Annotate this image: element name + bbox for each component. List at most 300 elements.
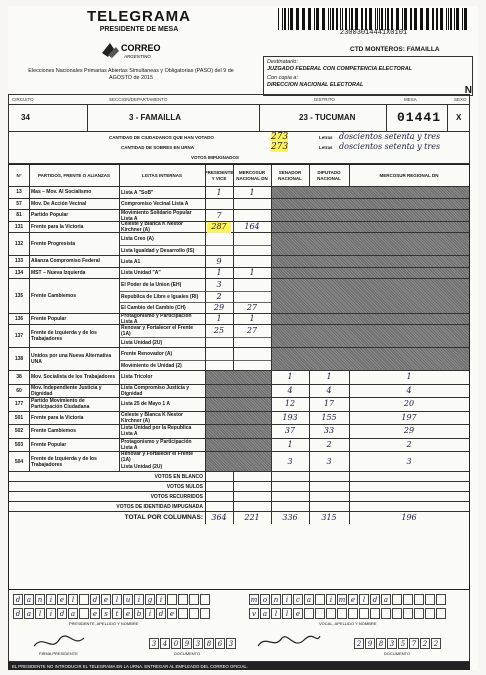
column-divider	[119, 233, 120, 255]
votaron-number: 273	[271, 132, 289, 142]
election-description: Elecciones Nacionales Primarias Abiertas Simultaneas y Obligatorias (PASO) del 9 de AGOSTO de 2015	[28, 68, 234, 81]
column-divider	[271, 412, 272, 425]
column-divider	[205, 502, 206, 511]
letter-box: l	[359, 594, 369, 605]
shaded-cells	[271, 256, 469, 267]
column-divider	[119, 452, 120, 471]
column-divider	[205, 233, 206, 255]
column-divider	[309, 371, 310, 384]
table-row	[9, 314, 469, 326]
mesa-value: 01441	[397, 110, 442, 125]
letter-box: e	[123, 608, 133, 619]
column-divider	[233, 210, 234, 221]
list-name: Protagonismo y Participación Lista A	[121, 438, 192, 451]
shaded-cells	[271, 348, 469, 370]
list-name: Lista Igualdad y Desarrollo (IS)	[121, 247, 195, 254]
letter-box: g	[145, 594, 155, 605]
mercosur-national-votes: 1	[249, 268, 255, 278]
column-divider	[205, 492, 206, 501]
letter-box: l	[282, 608, 292, 619]
column-divider	[309, 439, 310, 452]
party-name: Alianza Compromiso Federal	[31, 258, 100, 265]
party-name: Frente para la Victoria	[31, 414, 84, 421]
list-subrow	[119, 360, 271, 372]
president-name-label: PRESIDENTE, APELLIDO Y NOMBRE	[69, 621, 139, 626]
deputy-votes: 33	[323, 426, 335, 436]
column-divider	[349, 452, 350, 471]
mercosur-national-votes: 164	[244, 222, 260, 232]
letter-box: 8	[376, 638, 386, 649]
president-votes: 1	[216, 268, 222, 278]
column-divider	[309, 452, 310, 471]
letter-box: m	[250, 595, 258, 604]
list-name: El Cambio del Cambio (CH)	[121, 305, 186, 312]
party-name: Frente de Izquierda y de los Trabajadores	[31, 330, 97, 342]
letter-box: l	[112, 594, 122, 605]
letter-box: 3	[387, 638, 397, 649]
letter-box	[414, 594, 424, 605]
totals-label: VOTOS NULOS	[166, 483, 203, 490]
table-row	[9, 199, 469, 211]
mercosur-national-votes	[235, 246, 269, 257]
ctd-label: CTD MONTEROS: FAMAILLA	[350, 46, 440, 53]
column-divider	[271, 385, 272, 398]
party-number: 133	[14, 258, 24, 265]
letter-box	[337, 608, 347, 619]
column-divider	[205, 279, 206, 313]
table-row	[9, 348, 469, 371]
shaded-cells	[271, 199, 469, 210]
column-divider	[271, 314, 272, 325]
vocal-name-boxes	[249, 594, 447, 605]
column-divider	[205, 210, 206, 221]
column-divider	[349, 472, 350, 481]
column-divider	[233, 502, 234, 511]
column-divider	[29, 398, 30, 411]
shaded-cells	[205, 371, 271, 384]
column-divider	[309, 502, 310, 511]
form-title: TELEGRAMA	[87, 8, 191, 25]
column-divider	[271, 482, 272, 491]
column-divider	[205, 348, 206, 370]
party-number: 136	[14, 315, 24, 322]
column-divider	[205, 398, 206, 411]
mercosur-regional-votes: 2	[406, 439, 412, 449]
totals-row	[9, 482, 469, 492]
shaded-cells	[205, 425, 271, 438]
letter-box: i	[134, 594, 144, 605]
column-divider	[205, 268, 206, 279]
column-divider	[205, 256, 206, 267]
list-subrow	[119, 245, 271, 257]
column-divider	[233, 314, 234, 325]
seccion-label: SECCION/DEPARTAMENTO	[109, 97, 168, 102]
column-divider	[349, 412, 350, 425]
list-name: Lista Unidad (2U)	[121, 339, 163, 346]
letter-box: b	[134, 608, 144, 619]
president-votes: 1	[216, 187, 222, 197]
column-divider	[29, 439, 30, 452]
party-number: 501	[14, 414, 24, 421]
letter-box	[425, 608, 435, 619]
president-votes: 25	[213, 325, 225, 335]
destinatario-box	[263, 56, 473, 96]
table-row	[9, 187, 469, 199]
column-divider	[29, 325, 30, 347]
letter-box	[315, 608, 325, 619]
column-divider	[119, 371, 120, 384]
party-name: Frente Cambiemos	[31, 292, 77, 299]
circuito-label: CIRCUITO	[12, 97, 34, 102]
list-name: Lista A "SoB"	[121, 189, 154, 196]
mercosur-national-votes	[235, 348, 269, 360]
column-divider	[205, 165, 206, 186]
circuito-value: 34	[21, 113, 30, 122]
column-divider	[205, 371, 206, 384]
letter-box: i	[282, 594, 292, 605]
party-number: 38	[16, 374, 22, 381]
column-divider	[205, 314, 206, 325]
votaron-label: CANTIDAD DE CIUDADANOS QUE HAN VOTADO	[109, 135, 214, 140]
letter-box: n	[271, 594, 281, 605]
column-divider	[29, 371, 30, 384]
column-divider	[271, 512, 272, 524]
letter-box: d	[156, 608, 166, 619]
letter-box	[326, 608, 336, 619]
letter-box: i	[156, 594, 166, 605]
column-divider	[233, 348, 234, 370]
list-name: Lista Unidad (2U)	[121, 463, 163, 470]
footer-instruction: EL PRESIDENTE NO INTRODUCIR EL TELEGRAMA EN LA URNA. ENTREGAR AL EMPLEADO DEL CORREO OFICIAL.	[8, 662, 470, 670]
letter-box: i	[326, 594, 336, 605]
letter-box	[392, 594, 402, 605]
letter-box	[370, 608, 380, 619]
table-row	[9, 256, 469, 268]
column-divider	[271, 325, 272, 347]
column-divider	[309, 165, 310, 186]
letter-box	[200, 608, 210, 619]
list-name: Lista Unidad por la Republica Lista A	[121, 425, 192, 438]
letter-box: d	[370, 594, 380, 605]
list-name: Republica de Libre e Iguales (RI)	[121, 293, 199, 300]
column-divider	[233, 187, 234, 198]
letter-box	[359, 608, 369, 619]
letter-box: d	[90, 594, 100, 605]
correo-logo-icon	[100, 39, 160, 61]
letter-box: l	[35, 608, 45, 619]
letter-box: 9	[182, 638, 192, 649]
column-divider	[233, 325, 234, 347]
letter-box	[79, 594, 89, 605]
total-label: TOTAL POR COLUMNAS:	[124, 514, 203, 521]
letter-box: a	[260, 608, 270, 619]
column-divider	[271, 210, 272, 221]
column-divider	[309, 492, 310, 501]
column-divider	[119, 268, 120, 279]
letter-box	[189, 608, 199, 619]
letter-box	[167, 594, 177, 605]
president-votes	[207, 338, 231, 349]
column-header-senador: SENADOR NACIONAL	[278, 169, 302, 181]
column-divider	[233, 492, 234, 501]
total-dip: 315	[321, 513, 337, 522]
shaded-cells	[271, 314, 469, 325]
deputy-votes: 2	[326, 439, 332, 449]
column-divider	[349, 492, 350, 501]
column-divider	[349, 425, 350, 438]
list-name: Lista Compromiso Justicia y Dignidad	[121, 384, 190, 397]
shaded-cells	[205, 439, 271, 452]
senator-votes: 1	[287, 439, 293, 449]
column-divider	[233, 482, 234, 491]
total-sen: 336	[282, 513, 298, 522]
shaded-cells	[205, 452, 271, 471]
column-divider	[205, 512, 206, 524]
party-number: 132	[14, 241, 24, 247]
votaron-letras: doscientos setenta y tres	[339, 132, 441, 141]
letter-box	[414, 608, 424, 619]
column-divider	[349, 385, 350, 398]
column-divider	[349, 371, 350, 384]
mercosur-national-votes	[235, 361, 269, 372]
party-name: MST – Nueva Izquierda	[31, 269, 86, 276]
column-divider	[205, 222, 206, 233]
column-divider	[205, 452, 206, 471]
column-divider	[29, 314, 30, 325]
svg-text:ARGENTINO: ARGENTINO	[124, 54, 151, 59]
shaded-cells	[271, 268, 469, 279]
list-subrow	[119, 337, 271, 349]
column-divider	[309, 412, 310, 425]
letter-box: a	[381, 594, 391, 605]
column-divider	[119, 279, 120, 313]
mesa-label: MESA	[404, 97, 417, 102]
letter-box: 3	[193, 638, 203, 649]
column-divider	[29, 233, 30, 255]
mercosur-regional-votes: 29	[403, 426, 415, 436]
party-name: Frente Popular	[31, 315, 67, 322]
barcode-number: 23003014441X0101	[339, 29, 408, 37]
column-divider	[119, 256, 120, 267]
list-name: Celeste y Blanca K Nestor Kirchner (A)	[121, 411, 183, 424]
sobres-label: CANTIDAD DE SOBRES EN URNA	[121, 145, 195, 150]
letter-box: m	[338, 595, 346, 604]
president-votes	[207, 348, 231, 360]
table-row	[9, 325, 469, 348]
letter-box: a	[68, 608, 78, 619]
letter-box: u	[123, 594, 133, 605]
column-divider	[205, 472, 206, 481]
column-divider	[29, 348, 30, 370]
table-row	[9, 210, 469, 222]
list-name: Lista 25 de Mayo 1 A	[121, 401, 170, 408]
letter-box	[200, 594, 210, 605]
column-header-mercosur_reg: MERCOSUR REGIONAL DN	[379, 172, 439, 178]
column-divider	[29, 385, 30, 398]
total-row	[9, 512, 469, 524]
mercosur-national-votes	[235, 256, 269, 268]
column-divider	[205, 385, 206, 398]
letter-box: e	[101, 594, 111, 605]
president-votes: 287	[207, 222, 231, 234]
column-divider	[271, 348, 272, 370]
list-name: Lista A1	[121, 258, 141, 265]
column-divider	[309, 398, 310, 411]
mercosur-regional-votes: 3	[406, 456, 412, 466]
list-name: Lista Unidad "A"	[121, 270, 161, 277]
letter-box	[315, 594, 325, 605]
column-divider	[205, 482, 206, 491]
column-divider	[119, 165, 120, 186]
column-divider	[233, 268, 234, 279]
column-divider	[119, 348, 120, 370]
party-number: 177	[14, 401, 24, 408]
svg-text:CORREO: CORREO	[121, 43, 161, 53]
destinatario-label: Destinatario:	[267, 59, 298, 65]
letter-box: c	[293, 594, 303, 605]
column-divider	[271, 268, 272, 279]
table-row	[9, 385, 469, 399]
table-row	[9, 222, 469, 234]
column-divider	[271, 472, 272, 481]
list-name: Renovar y Fortalecer el Frente (1A)	[121, 324, 193, 337]
column-divider	[119, 398, 120, 411]
counts-section	[8, 132, 470, 164]
party-name: Frente para la Victoria	[31, 223, 84, 230]
mercosur-national-votes	[235, 279, 269, 291]
column-divider	[233, 472, 234, 481]
impugnados-label: VOTOS IMPUGNADOS	[191, 155, 239, 160]
senator-votes: 1	[287, 372, 293, 382]
signature-section	[8, 590, 470, 662]
list-name: Movimiento Solidario Popular Lista A	[121, 209, 192, 222]
column-divider	[29, 165, 30, 186]
party-number: 504	[14, 458, 24, 465]
totals-label: VOTOS RECURRIDOS	[150, 493, 203, 500]
sexo-value: X	[456, 113, 462, 122]
letter-box: i	[46, 594, 56, 605]
party-number: 134	[14, 269, 24, 276]
letter-box: a	[304, 594, 314, 605]
table-row	[9, 279, 469, 314]
list-name: El Poder de la Union (EH)	[121, 281, 182, 288]
mercosur-regional-votes: 20	[403, 399, 415, 409]
column-divider	[271, 425, 272, 438]
letter-box: 3	[149, 638, 159, 649]
column-divider	[309, 425, 310, 438]
letter-box: d	[57, 608, 67, 619]
party-name: Partido Popular	[31, 212, 69, 219]
letter-box: v	[249, 608, 259, 619]
column-divider	[349, 502, 350, 511]
letter-box: e	[348, 594, 358, 605]
letter-box: e	[293, 608, 303, 619]
table-row	[9, 398, 469, 412]
party-name: Mas – Mov. Al Socialismo	[31, 189, 92, 196]
column-divider	[349, 482, 350, 491]
deputy-votes: 17	[323, 399, 335, 409]
letter-box	[189, 594, 199, 605]
column-divider	[119, 412, 120, 425]
letter-box: 7	[409, 638, 419, 649]
party-number: 13	[16, 189, 22, 196]
column-divider	[119, 325, 120, 347]
letter-box: s	[101, 608, 111, 619]
list-name: Protagonismo y Participación Lista A	[121, 313, 192, 326]
vocal-dni-boxes	[354, 638, 442, 649]
column-divider	[119, 425, 120, 438]
deputy-votes: 1	[326, 372, 332, 382]
letter-box: d	[13, 594, 23, 605]
president-votes: 1	[216, 314, 222, 324]
column-divider	[119, 210, 120, 221]
column-divider	[271, 279, 272, 313]
letter-box: e	[90, 608, 100, 619]
table-row	[9, 412, 469, 426]
total-pres: 364	[211, 513, 227, 522]
column-divider	[29, 256, 30, 267]
column-divider	[271, 256, 272, 267]
president-votes	[207, 233, 231, 245]
deputy-votes: 4	[326, 385, 332, 395]
distrito-label: DISTRITO	[314, 97, 335, 102]
column-divider	[29, 222, 30, 233]
list-name: Renovar y Fortalecer el Frente (1A)	[121, 450, 193, 463]
totals-label: VOTOS DE IDENTIDAD IMPUGNADA	[116, 503, 203, 510]
table-row	[9, 439, 469, 453]
letter-box: i	[145, 608, 155, 619]
copia-label: Con copia a:	[267, 75, 298, 81]
senator-votes: 3	[287, 456, 293, 466]
president-document-label: DOCUMENTO	[174, 651, 201, 656]
shaded-cells	[271, 210, 469, 221]
column-header-n: N°	[16, 172, 22, 178]
list-name: Frente Renovador (A)	[121, 350, 173, 357]
column-divider	[205, 439, 206, 452]
party-name: Mov. Independiente Justicia y Dignidad	[31, 384, 102, 397]
sobres-letras-label: Letras	[319, 145, 333, 150]
column-divider	[349, 165, 350, 186]
mercosur-national-votes	[235, 199, 269, 211]
column-divider	[349, 512, 350, 524]
party-name: Frente de Izquierda y de los Trabajadores	[31, 455, 97, 468]
party-name: Partido Movimiento de Participación Ciudadana	[31, 398, 90, 411]
party-number: 57	[16, 200, 22, 207]
letter-box: 4	[160, 638, 170, 649]
sobres-letras: doscientos setenta y tres	[339, 142, 441, 151]
letter-box	[436, 594, 446, 605]
list-name: Compromiso Vecinal Lista A	[121, 201, 189, 208]
mercosur-national-votes: 1	[249, 187, 255, 197]
column-divider	[349, 439, 350, 452]
senator-votes: 12	[284, 399, 296, 409]
president-votes: 3	[216, 279, 222, 289]
seccion-value: 3 - FAMAILLA	[129, 113, 181, 122]
letter-box	[436, 608, 446, 619]
column-divider	[119, 199, 120, 210]
shaded-cells	[271, 187, 469, 198]
list-name: Lista Creo (A)	[121, 235, 154, 242]
column-divider	[233, 279, 234, 313]
senator-votes: 193	[282, 412, 298, 422]
shaded-cells	[205, 398, 271, 411]
distrito-value: 23 - TUCUMAN	[299, 113, 356, 122]
party-number: 60	[16, 387, 22, 394]
total-merc: 221	[244, 513, 260, 522]
column-divider	[271, 222, 272, 233]
letter-box: a	[24, 594, 34, 605]
letter-box	[392, 608, 402, 619]
